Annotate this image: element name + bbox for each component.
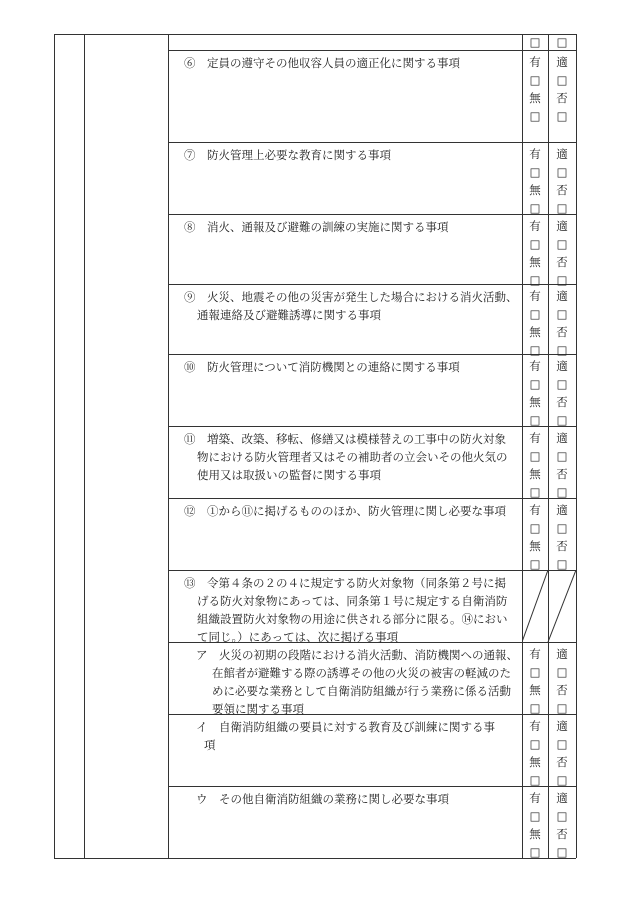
- no-checkbox[interactable]: □: [529, 273, 541, 287]
- yes-label: 有: [529, 431, 541, 445]
- item-text-line: 要領に関する事項: [212, 702, 304, 716]
- item-text-line: ⑨ 火災、地震その他の災害が発生した場合における消火活動、: [184, 290, 518, 304]
- no-checkbox[interactable]: □: [529, 701, 541, 715]
- row-separator: [168, 50, 576, 51]
- ng-checkbox[interactable]: □: [556, 273, 568, 287]
- ng-checkbox[interactable]: □: [556, 413, 568, 427]
- ok-checkbox[interactable]: □: [556, 809, 568, 823]
- yes-label: 有: [529, 147, 541, 161]
- item-text-line: ⑪ 増築、改築、移転、修繕又は模様替えの工事中の防火対象: [184, 432, 506, 446]
- yes-checkbox[interactable]: □: [529, 521, 541, 535]
- no-checkbox[interactable]: □: [529, 413, 541, 427]
- item-text-line: ⑥ 定員の遵守その他収容人員の適正化に関する事項: [184, 56, 460, 70]
- ng-label: 否: [556, 467, 568, 481]
- ok-checkbox[interactable]: □: [556, 737, 568, 751]
- yes-label: 有: [529, 219, 541, 233]
- ok-label: 適: [556, 647, 568, 661]
- ok-checkbox[interactable]: □: [556, 449, 568, 463]
- ok-checkbox[interactable]: □: [556, 377, 568, 391]
- item-text-line: 物における防火管理者又はその補助者の立会いその他火気の: [197, 450, 508, 464]
- yes-label: 有: [529, 791, 541, 805]
- item-text-line: ⑦ 防火管理上必要な教育に関する事項: [184, 148, 391, 162]
- checkbox[interactable]: □: [529, 35, 541, 49]
- no-checkbox[interactable]: □: [529, 845, 541, 859]
- no-label: 無: [529, 467, 541, 481]
- yes-label: 有: [529, 289, 541, 303]
- table-vertical-rule: [522, 34, 523, 858]
- ok-label: 適: [556, 719, 568, 733]
- item-text-line: 項: [204, 738, 216, 752]
- yes-label: 有: [529, 719, 541, 733]
- row-separator: [168, 142, 576, 143]
- table-vertical-rule: [576, 34, 577, 858]
- item-text-line: 使用又は取扱いの監督に関する事項: [197, 468, 381, 482]
- no-checkbox[interactable]: □: [529, 343, 541, 357]
- item-text-line: ⑩ 防火管理について消防機関との連絡に関する事項: [184, 360, 460, 374]
- row-separator: [168, 786, 576, 787]
- ng-checkbox[interactable]: □: [556, 557, 568, 571]
- ok-label: 適: [556, 503, 568, 517]
- yes-checkbox[interactable]: □: [529, 737, 541, 751]
- ng-label: 否: [556, 683, 568, 697]
- ng-label: 否: [556, 255, 568, 269]
- item-text-line: 組織設置防火対象物の用途に供される部分に限る。⑭におい: [197, 612, 508, 626]
- yes-label: 有: [529, 647, 541, 661]
- item-text-line: めに必要な業務として自衛消防組織が行う業務に係る活動: [212, 684, 511, 698]
- item-text-line: ア 火災の初期の段階における消火活動、消防機関への通報、: [196, 648, 518, 662]
- ng-label: 否: [556, 539, 568, 553]
- no-label: 無: [529, 827, 541, 841]
- yes-checkbox[interactable]: □: [529, 449, 541, 463]
- row-separator: [168, 570, 576, 571]
- row-separator: [168, 214, 576, 215]
- ng-checkbox[interactable]: □: [556, 845, 568, 859]
- row-separator: [168, 426, 576, 427]
- item-text-line: 在館者が避難する際の誘導その他の火災の被害の軽減のた: [212, 666, 511, 680]
- yes-checkbox[interactable]: □: [529, 809, 541, 823]
- no-label: 無: [529, 395, 541, 409]
- yes-checkbox[interactable]: □: [529, 377, 541, 391]
- row-separator: [168, 498, 576, 499]
- yes-label: 有: [529, 55, 541, 69]
- no-checkbox[interactable]: □: [529, 109, 541, 123]
- yes-label: 有: [529, 359, 541, 373]
- ok-label: 適: [556, 289, 568, 303]
- ng-label: 否: [556, 755, 568, 769]
- table-vertical-rule: [168, 34, 169, 858]
- item-text-line: ⑬ 令第４条の２の４に規定する防火対象物（同条第２号に掲: [184, 576, 506, 590]
- ok-label: 適: [556, 791, 568, 805]
- ng-checkbox[interactable]: □: [556, 701, 568, 715]
- ng-checkbox[interactable]: □: [556, 773, 568, 787]
- ng-checkbox[interactable]: □: [556, 485, 568, 499]
- yes-label: 有: [529, 503, 541, 517]
- ok-checkbox[interactable]: □: [556, 73, 568, 87]
- no-checkbox[interactable]: □: [529, 485, 541, 499]
- yes-checkbox[interactable]: □: [529, 665, 541, 679]
- yes-checkbox[interactable]: □: [529, 237, 541, 251]
- ng-label: 否: [556, 183, 568, 197]
- row-separator: [168, 284, 576, 285]
- ok-label: 適: [556, 359, 568, 373]
- item-text-line: ⑧ 消火、通報及び避難の訓練の実施に関する事項: [184, 220, 449, 234]
- no-checkbox[interactable]: □: [529, 201, 541, 215]
- ng-checkbox[interactable]: □: [556, 109, 568, 123]
- ok-label: 適: [556, 55, 568, 69]
- no-checkbox[interactable]: □: [529, 557, 541, 571]
- table-top-rule: [54, 34, 576, 35]
- item-text-line: ⑫ ①から⑪に掲げるもののほか、防火管理に関し必要な事項: [184, 504, 506, 518]
- ok-checkbox[interactable]: □: [556, 165, 568, 179]
- item-text-line: イ 自衛消防組織の要員に対する教育及び訓練に関する事: [196, 720, 495, 734]
- item-text-line: 通報連絡及び避難誘導に関する事項: [197, 308, 381, 322]
- yes-checkbox[interactable]: □: [529, 307, 541, 321]
- not-applicable-diagonal: [522, 570, 576, 642]
- no-label: 無: [529, 683, 541, 697]
- item-text-line: ウ その他自衛消防組織の業務に関し必要な事項: [196, 792, 449, 806]
- ng-checkbox[interactable]: □: [556, 343, 568, 357]
- ng-label: 否: [556, 91, 568, 105]
- no-label: 無: [529, 255, 541, 269]
- table-bottom-rule: [54, 858, 576, 859]
- ng-label: 否: [556, 827, 568, 841]
- no-label: 無: [529, 183, 541, 197]
- ng-label: 否: [556, 325, 568, 339]
- no-checkbox[interactable]: □: [529, 773, 541, 787]
- ok-label: 適: [556, 431, 568, 445]
- item-text-line: げる防火対象物にあっては、同条第１号に規定する自衛消防: [197, 594, 508, 608]
- ok-checkbox[interactable]: □: [556, 307, 568, 321]
- ng-checkbox[interactable]: □: [556, 201, 568, 215]
- diagonal-slash: [522, 570, 548, 642]
- table-vertical-rule: [84, 34, 85, 858]
- ok-checkbox[interactable]: □: [556, 237, 568, 251]
- no-label: 無: [529, 325, 541, 339]
- yes-checkbox[interactable]: □: [529, 73, 541, 87]
- diagonal-slash: [548, 570, 576, 642]
- ok-label: 適: [556, 219, 568, 233]
- checkbox[interactable]: □: [556, 35, 568, 49]
- item-text-line: て同じ。）にあっては、次に掲げる事項: [197, 630, 399, 644]
- ok-checkbox[interactable]: □: [556, 665, 568, 679]
- ng-label: 否: [556, 395, 568, 409]
- no-label: 無: [529, 539, 541, 553]
- no-label: 無: [529, 755, 541, 769]
- yes-checkbox[interactable]: □: [529, 165, 541, 179]
- table-vertical-rule: [548, 34, 549, 858]
- table-vertical-rule: [54, 34, 55, 858]
- row-separator: [168, 354, 576, 355]
- no-label: 無: [529, 91, 541, 105]
- ok-label: 適: [556, 147, 568, 161]
- ok-checkbox[interactable]: □: [556, 521, 568, 535]
